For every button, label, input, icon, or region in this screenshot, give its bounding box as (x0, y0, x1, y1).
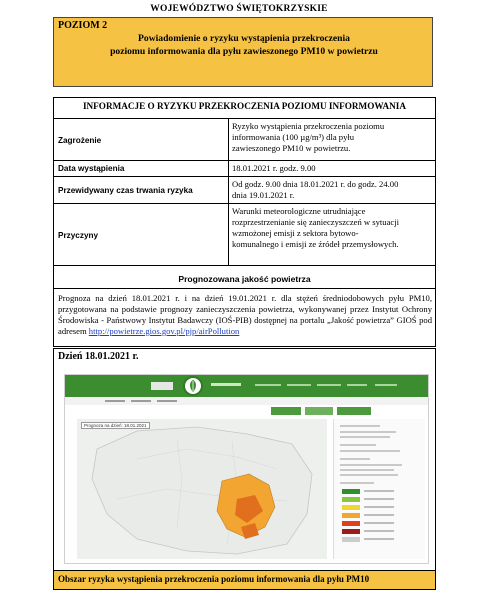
portal-subnav (65, 397, 428, 405)
map-footer-text: Obszar ryzyka wystąpienia przekroczenia poziomu informowania dla pyłu PM10 (58, 574, 370, 584)
row-value-threat (232, 121, 434, 154)
legend-good-swatch (342, 497, 360, 502)
subnav-item (131, 400, 151, 402)
row-label-threat: Zagrożenie (58, 136, 102, 145)
portal-logo-icon (183, 376, 203, 396)
alert-level-box (53, 17, 433, 87)
table-title: INFORMACJE O RYZYKU PRZEKROCZENIA POZIOMU INFORMOWANIA (82, 101, 407, 111)
row-label-date: Data wystąpienia (58, 164, 125, 173)
day-label: Dzień 18.01.2021 r. (58, 351, 139, 362)
legend-bad-swatch (342, 521, 360, 526)
poland-forecast-map (77, 419, 327, 559)
topnav-item (347, 384, 367, 386)
row-value-causes-line-3: wzmożonej emisji z sektora bytowo- (232, 228, 359, 238)
legend-very-good-swatch (342, 489, 360, 494)
portal-flag-icon (151, 382, 173, 390)
row-value-causes-line-2: rozprzestrzenianie się zanieczyszczeń w sytuacji (232, 217, 400, 227)
row-value-duration (232, 179, 434, 201)
forecast-text (58, 293, 432, 337)
portal-link[interactable]: http://powietrze.gios.gov.pl/pjp/airPollution (88, 326, 240, 336)
risk-info-table (53, 97, 436, 347)
alert-level-label: POZIOM 2 (58, 20, 108, 31)
legend-moderate-swatch (342, 505, 360, 510)
row-value-threat-line-1: Ryzyko wystąpienia przekroczenia poziomu (232, 121, 385, 131)
map-footer-bar (54, 570, 435, 589)
row-value-date: 18.01.2021 r. godz. 9.00 (232, 163, 316, 173)
forecast-map (77, 419, 327, 559)
topnav-item (287, 384, 311, 386)
forecast-title: Prognozowana jakość powietrza (178, 274, 311, 284)
legend-sufficient-swatch (342, 513, 360, 518)
map-legend-panel (333, 419, 425, 559)
topnav-item (375, 384, 397, 386)
row-value-duration-line-1: Od godz. 9.00 dnia 18.01.2021 r. do godz. 24.00 (232, 179, 399, 189)
row-value-causes (232, 206, 434, 250)
portal-topbar (65, 375, 428, 397)
forecast-map-box (53, 348, 436, 590)
row-value-duration-line-2: dnia 19.01.2021 r. (232, 190, 295, 200)
alert-description-line-2: poziomu informowania dla pyłu zawieszonego PM10 w powietrzu (110, 46, 378, 57)
legend-very-bad-swatch (342, 529, 360, 534)
row-label-duration: Przewidywany czas trwania ryzyka (58, 186, 193, 195)
portal-tab-button (337, 407, 371, 415)
voivodeship-heading: WOJEWÓDZTWO ŚWIĘTOKRZYSKIE (150, 4, 328, 14)
row-value-causes-line-4: komunalnego i emisji ze źródeł przemysłowych. (232, 239, 399, 249)
alert-description (60, 32, 428, 58)
row-value-threat-line-3: zawieszonego PM10 w powietrzu. (232, 143, 351, 153)
forecast-body: Prognoza na dzień 18.01.2021 r. i na dzień 19.01.2021 r. dla stężeń średniodobowych pyłu PM10, przygotowana na podstawie prognozy zanieczyszczenia powietrza, wykonywanej przez Instytut Ochrony Środowiska - Państwowy Instytut Badawczy (IOŚ-PIB) dostępnej na portalu „Jakość powietrza” GIOŚ pod adresem (58, 293, 432, 336)
portal-tab-button (271, 407, 301, 415)
alert-description-line-1: Powiadomienie o ryzyku wystąpienia przekroczenia (138, 33, 350, 44)
map-caption: Prognoza na dzień: 18.01.2021 (81, 422, 150, 429)
leaf-icon (185, 378, 201, 394)
legend-no-data-swatch (342, 537, 360, 542)
air-quality-portal-screenshot (64, 374, 429, 564)
row-value-causes-line-1: Warunki meteorologiczne utrudniające (232, 206, 366, 216)
topnav-item (255, 384, 281, 386)
topnav-item (317, 384, 341, 386)
row-value-threat-line-2: informowania (100 µg/m³) dla pyłu (232, 132, 355, 142)
subnav-item (157, 400, 177, 402)
subnav-item (105, 400, 125, 402)
row-label-causes: Przyczyny (58, 231, 99, 240)
portal-tab-button (305, 407, 333, 415)
portal-name-placeholder (211, 383, 241, 386)
